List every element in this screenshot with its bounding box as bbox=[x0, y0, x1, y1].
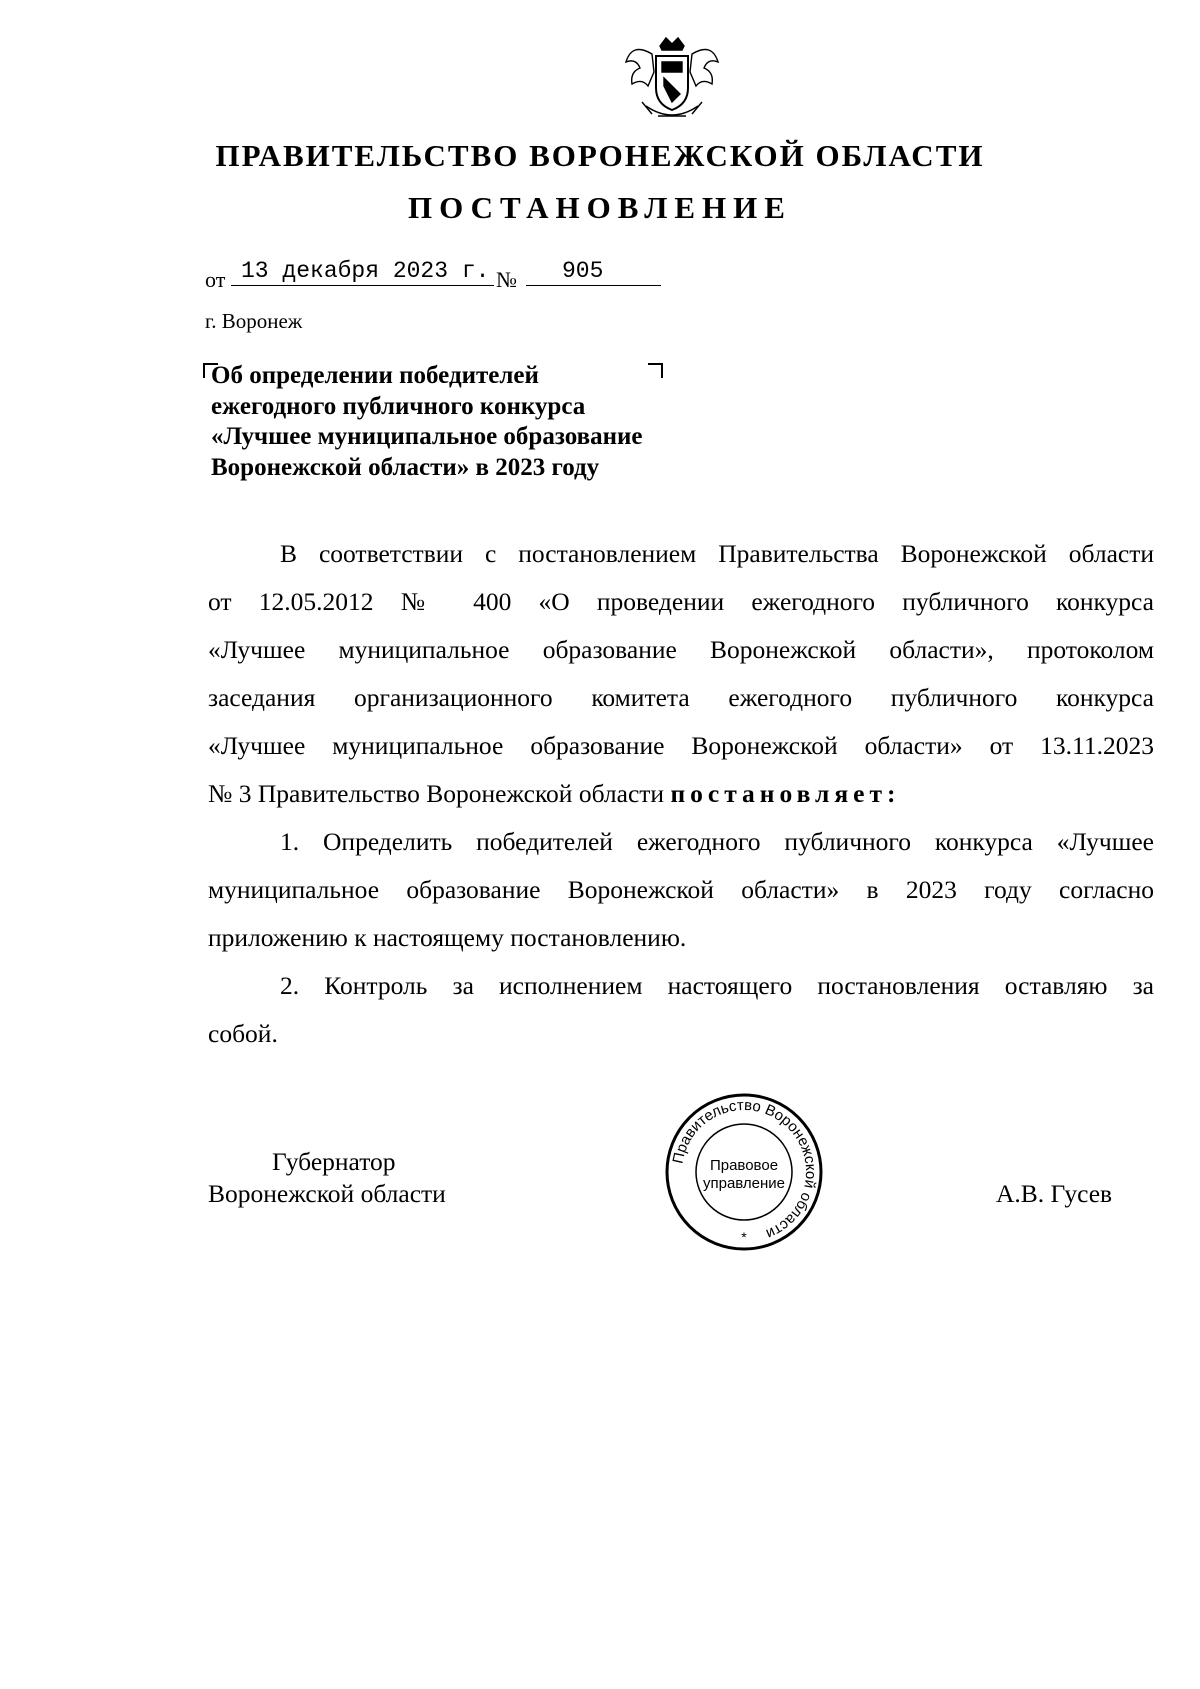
city: г. Воронеж bbox=[205, 309, 303, 333]
seal-inner-line-2: управление bbox=[702, 1175, 786, 1192]
number-value: 905 bbox=[562, 258, 604, 284]
official-seal bbox=[664, 1092, 824, 1252]
resolves-word: постановляет: bbox=[670, 779, 901, 808]
paragraph-line bbox=[208, 770, 1154, 818]
date-underline bbox=[231, 284, 494, 286]
intro-last-text: № 3 Правительство Воронежской области bbox=[208, 779, 671, 808]
date-value: 13 декабря 2023 г. bbox=[241, 258, 490, 284]
signatory-name: А.В. Гусев bbox=[996, 1179, 1113, 1208]
seal-outer-text: Правительство Воронежской области bbox=[669, 1096, 820, 1243]
paragraph-line: собой. bbox=[208, 1019, 278, 1048]
subject-line: Воронежской области» в 2023 году bbox=[211, 453, 600, 481]
government-title: ПРАВИТЕЛЬСТВО ВОРОНЕЖСКОЙ ОБЛАСТИ bbox=[215, 138, 985, 173]
intro-paragraph bbox=[208, 530, 1154, 818]
number-sign: № bbox=[496, 267, 517, 292]
paragraph-line: «Лучшее муниципальное образование Воронежской области», протоколом bbox=[208, 635, 1154, 664]
paragraph-line: В соответствии с постановлением Правительства Воронежской области bbox=[280, 539, 1154, 568]
signatory-region: Воронежской области bbox=[208, 1179, 446, 1208]
item-2-paragraph bbox=[208, 962, 1154, 1058]
subject-line: «Лучшее муниципальное образование bbox=[211, 423, 643, 450]
paragraph-line: приложению к настоящему постановлению. bbox=[208, 923, 687, 952]
paragraph-line: муниципальное образование Воронежской области» в 2023 году согласно bbox=[208, 875, 1154, 904]
paragraph-line: от 12.05.2012 № 400 «О проведении ежегодного публичного конкурса bbox=[208, 587, 1154, 616]
paragraph-line: «Лучшее муниципальное образование Воронежской области» от 13.11.2023 bbox=[208, 731, 1154, 760]
paragraph-line: 2. Контроль за исполнением настоящего постановления оставляю за bbox=[280, 971, 1154, 1000]
signatory-position: Губернатор bbox=[272, 1147, 396, 1176]
paragraph-line: заседания организационного комитета ежегодного публичного конкурса bbox=[208, 683, 1154, 712]
paragraph-line: 1. Определить победителей ежегодного публичного конкурса «Лучшее bbox=[280, 827, 1154, 856]
coat-of-arms-icon bbox=[622, 32, 722, 126]
item-1-paragraph bbox=[208, 818, 1154, 962]
document-type: ПОСТАНОВЛЕНИЕ bbox=[408, 190, 792, 225]
subject-line: ежегодного публичного конкурса bbox=[211, 392, 586, 420]
number-underline bbox=[526, 284, 661, 286]
seal-inner-line-1: Правовое bbox=[709, 1157, 779, 1174]
document-subject bbox=[211, 361, 731, 483]
subject-line: Об определении победителей bbox=[211, 362, 539, 389]
date-prefix: от bbox=[205, 267, 226, 292]
seal-star: * bbox=[741, 1229, 747, 1245]
